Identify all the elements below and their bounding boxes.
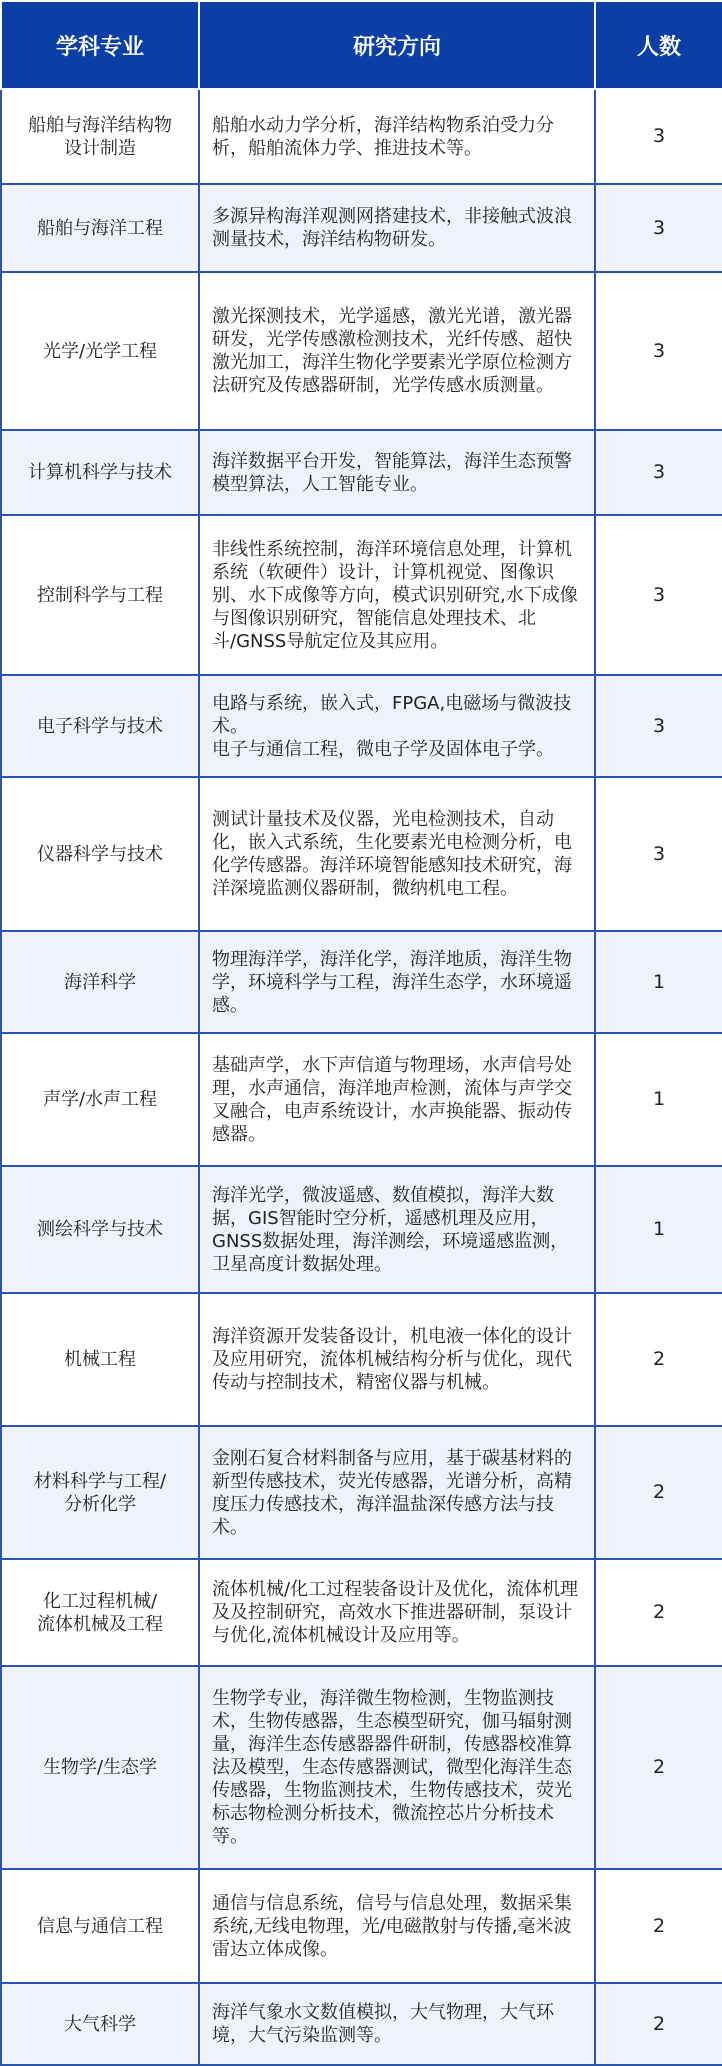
cell-direction: 海洋资源开发装备设计，机电液一体化的设计及应用研究，流体机械结构分析与优化，现代传动与控制技术，精密仪器与机械。 — [199, 1293, 595, 1426]
cell-direction: 多源异构海洋观测网搭建技术，非接触式波浪测量技术，海洋结构物研发。 — [199, 184, 595, 272]
cell-direction: 物理海洋学，海洋化学，海洋地质，海洋生物学，环境科学与工程，海洋生态学，水环境遥感。 — [199, 931, 595, 1033]
cell-direction: 测试计量技术及仪器，光电检测技术，自动化，嵌入式系统，生化要素光电检测分析，电化学传感器。海洋环境智能感知技术研究，海洋深境监测仪器研制，微纳机电工程。 — [199, 777, 595, 931]
cell-direction: 基础声学，水下声信道与物理场，水声信号处理，水声通信，海洋地声检测，流体与声学交叉融合，电声系统设计，水声换能器、振动传感器。 — [199, 1033, 595, 1166]
cell-count: 2 — [595, 1293, 722, 1426]
table-row — [1, 1666, 722, 1869]
table-row — [1, 1983, 722, 2065]
cell-direction: 海洋数据平台开发，智能算法，海洋生态预警模型算法，人工智能专业。 — [199, 430, 595, 515]
cell-count: 3 — [595, 272, 722, 430]
cell-major: 海洋科学 — [1, 931, 199, 1033]
table-row — [1, 184, 722, 272]
table-row — [1, 1293, 722, 1426]
table-row — [1, 515, 722, 675]
table-row — [1, 675, 722, 777]
cell-major: 船舶与海洋工程 — [1, 184, 199, 272]
table-row — [1, 430, 722, 515]
cell-count: 3 — [595, 430, 722, 515]
cell-count: 2 — [595, 1869, 722, 1983]
table-row — [1, 931, 722, 1033]
header-direction: 研究方向 — [199, 1, 595, 89]
table-row — [1, 1033, 722, 1166]
cell-major: 化工过程机械/ 流体机械及工程 — [1, 1559, 199, 1666]
table-row — [1, 777, 722, 931]
header-major: 学科专业 — [1, 1, 199, 89]
cell-direction: 非线性系统控制，海洋环境信息处理，计算机系统（软硬件）设计，计算机视觉、图像识别、水下成像等方向，模式识别研究,水下成像与图像识别研究，智能信息处理技术、北斗/GNSS导航定位及其应用。 — [199, 515, 595, 675]
cell-major: 测绘科学与技术 — [1, 1166, 199, 1293]
cell-direction: 电路与系统，嵌入式，FPGA,电磁场与微波技术。 电子与通信工程，微电子学及固体电子学。 — [199, 675, 595, 777]
cell-major: 材料科学与工程/ 分析化学 — [1, 1426, 199, 1559]
cell-major: 信息与通信工程 — [1, 1869, 199, 1983]
cell-count: 2 — [595, 1559, 722, 1666]
cell-direction: 船舶水动力学分析，海洋结构物系泊受力分析，船舶流体力学、推进技术等。 — [199, 89, 595, 184]
cell-count: 1 — [595, 931, 722, 1033]
table-row — [1, 1559, 722, 1666]
cell-major: 计算机科学与技术 — [1, 430, 199, 515]
cell-count: 3 — [595, 777, 722, 931]
cell-major: 大气科学 — [1, 1983, 199, 2065]
cell-major: 船舶与海洋结构物 设计制造 — [1, 89, 199, 184]
table-row — [1, 89, 722, 184]
cell-count: 1 — [595, 1166, 722, 1293]
cell-major: 生物学/生态学 — [1, 1666, 199, 1869]
header-count: 人数 — [595, 1, 722, 89]
cell-count: 3 — [595, 89, 722, 184]
cell-count: 3 — [595, 675, 722, 777]
cell-direction: 流体机械/化工过程装备设计及优化，流体机理及及控制研究，高效水下推进器研制，泵设计与优化,流体机械设计及应用等。 — [199, 1559, 595, 1666]
cell-direction: 海洋光学，微波遥感、数值模拟，海洋大数据，GIS智能时空分析，遥感机理及应用，GNSS数据处理，海洋测绘，环境遥感监测，卫星高度计数据处理。 — [199, 1166, 595, 1293]
cell-direction: 金刚石复合材料制备与应用，基于碳基材料的新型传感技术，荧光传感器，光谱分析，高精度压力传感技术，海洋温盐深传感方法与技术。 — [199, 1426, 595, 1559]
cell-major: 电子科学与技术 — [1, 675, 199, 777]
cell-direction: 海洋气象水文数值模拟，大气物理，大气环境，大气污染监测等。 — [199, 1983, 595, 2065]
cell-major: 声学/水声工程 — [1, 1033, 199, 1166]
cell-count: 2 — [595, 1666, 722, 1869]
cell-count: 3 — [595, 184, 722, 272]
cell-major: 仪器科学与技术 — [1, 777, 199, 931]
cell-count: 3 — [595, 515, 722, 675]
cell-major: 控制科学与工程 — [1, 515, 199, 675]
table-row — [1, 1426, 722, 1559]
cell-count: 2 — [595, 1426, 722, 1559]
cell-direction: 激光探测技术，光学遥感，激光光谱，激光器研发，光学传感激检测技术，光纤传感、超快激光加工，海洋生物化学要素光学原位检测方法研究及传感器研制，光学传感水质测量。 — [199, 272, 595, 430]
cell-direction: 生物学专业，海洋微生物检测，生物监测技术，生物传感器，生态模型研究，伽马辐射测量，海洋生态传感器器件研制，传感器校准算法及模型，生态传感器测试，微型化海洋生态传感器，生物监测技术，生物传感技术，荧光标志物检测分析技术，微流控芯片分析技术等。 — [199, 1666, 595, 1869]
cell-direction: 通信与信息系统，信号与信息处理，数据采集系统,无线电物理，光/电磁散射与传播,毫米波雷达立体成像。 — [199, 1869, 595, 1983]
table-header-row — [1, 1, 722, 89]
cell-count: 1 — [595, 1033, 722, 1166]
table-row — [1, 1166, 722, 1293]
cell-major: 机械工程 — [1, 1293, 199, 1426]
cell-major: 光学/光学工程 — [1, 272, 199, 430]
table-row — [1, 1869, 722, 1983]
table-row — [1, 272, 722, 430]
cell-count: 2 — [595, 1983, 722, 2065]
